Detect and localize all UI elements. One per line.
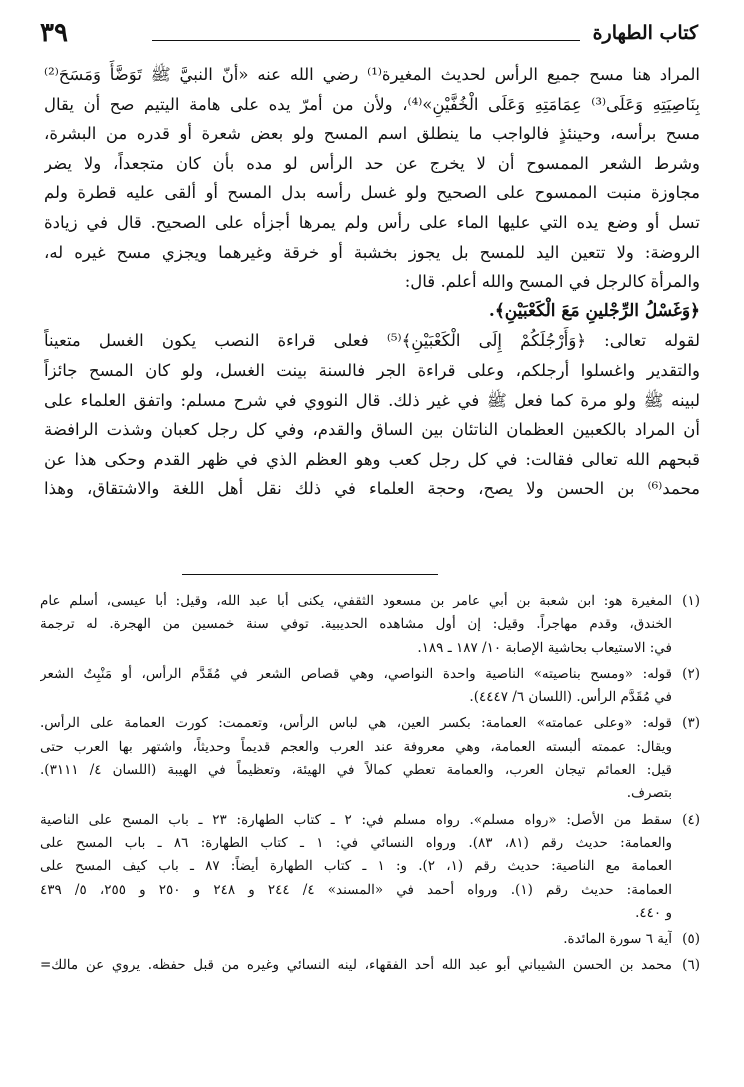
footnote-number: (٤) xyxy=(682,811,700,828)
footnote-5 xyxy=(40,928,700,951)
footnote-line: محمد بن الحسن الشيباني أبو عبد الله أحد الفقهاء، لينه النسائي وغيره من قبل حفظه. يروي عن مالك= xyxy=(40,957,672,974)
footnote-line: في مُقَدَّم الرأس. (اللسان ٦/ ٤٤٤٧). xyxy=(469,689,672,706)
body-line: والمرأة كالرجل في المسح والله أعلم. قال: xyxy=(404,272,700,292)
main-text xyxy=(44,60,700,504)
footnote-line: آية ٦ سورة المائدة. xyxy=(563,931,672,948)
body-line: بِنَاصِيَتِهِ وَعَلَى⁽³⁾ عِمَامَتِهِ وَعَلَى الْخُفَّيْنِ»⁽⁴⁾، ولأن من أمرّ يده على هامة اليتيم صح أن يقال xyxy=(44,94,700,114)
footnote-3 xyxy=(40,712,700,805)
body-line: لقوله تعالى: ﴿وَأَرْجُلَكُمْ إِلَى الْكَعْبَيْنِ﴾⁽⁵⁾ فعلى قراءة النصب يكون الغسل متعيناً xyxy=(44,331,700,351)
body-line: مسح برأسه، وحينئذٍ فالواجب ما ينطلق اسم المسح ولو بعض شعرة أو قدره من البشرة، xyxy=(44,124,700,144)
footnote-line: الخندق، وقدم مهاجراً. وقيل: إن أول مشاهده الحديبية. توفي سنة خمسين من الهجرة. له ترجمة xyxy=(40,616,672,633)
footnote-line: في: الاستيعاب بحاشية الإصابة ١٠/ ١٨٧ ـ ١٨٩. xyxy=(417,639,672,656)
body-line: المراد هنا مسح جميع الرأس لحديث المغيرة⁽¹⁾ رضي الله عنه «أنّ النبيَّ ﷺ تَوَضَّأَ وَمَسَحَ⁽²⁾ xyxy=(44,65,700,84)
footnote-line: العمامة: حديث رقم (١). ورواه أحمد في «المسند» ٤/ ٢٤٤ و ٢٤٨ و ٢٥٠ و ٢٥٥، ٥/ ٤٣٩ xyxy=(40,881,672,898)
chapter-title: كتاب الطهارة xyxy=(592,22,698,44)
footnote-divider xyxy=(182,574,438,575)
body-line: الروضة: ولا تتعين اليد للمسح بل يجوز بخشبة أو خرقة وغيرهما ويجزي مسح غيره له، xyxy=(44,242,700,262)
footnote-number: (٢) xyxy=(682,665,700,682)
footnote-line: العمامة مع الناصية: حديث رقم (١، ٢). و: ١ ـ كتاب الطهارة أيضاً: ٨٧ ـ باب كيف المسح على xyxy=(40,858,672,875)
footnote-line: ويقال: عممته ألبسته العمامة، وهي معروفة عند العرب والعجم قديماً وحديثاً، واشتهر بها العرب حتى xyxy=(40,738,672,755)
body-line: محمد⁽⁶⁾ بن الحسن ولا يصح، وحجة العلماء في ذلك نقل أهل اللغة والاشتقاق، وهذا xyxy=(44,479,700,499)
body-line: أن المراد بالكعبين العظمان الناتئان بين الساق والقدم، وفي كل رجل كعبان وشذت الرافضة xyxy=(44,420,700,440)
body-line: قبحهم الله تعالى فقالت: في كل رجل كعب وهو العظم الذي في ظهر القدم وحكى هذا عن xyxy=(44,449,700,469)
page-header xyxy=(40,18,698,48)
footnote-number: (٦) xyxy=(682,957,700,974)
body-line: لبينه ﷺ ولو مرة كما فعل ﷺ في غير ذلك. قال النووي في شرح مسلم: واتفق العلماء على xyxy=(44,390,700,410)
body-line: تسل أو وضع يده التي عليها الماء على رأس ولم يمرها أجزأه على الصحيح. قال في زيادة xyxy=(44,212,700,232)
footnote-line: المغيرة هو: ابن شعبة بن أبي عامر بن مسعود الثقفي، يكنى أبا عبد الله، وقيل: أبا عيسى، أسلم عام xyxy=(40,593,672,609)
footnote-2 xyxy=(40,663,700,710)
footnote-line: قوله: «وعلى عمامته» العمامة: بكسر العين، هي لباس الرأس، وتعممت: كورت العمامة على الرأس. xyxy=(40,715,672,732)
footnote-line: و ٤٤٠. xyxy=(635,904,672,921)
footnotes xyxy=(40,590,700,981)
header-rule xyxy=(152,40,580,41)
footnote-number: (٣) xyxy=(682,715,700,732)
footnote-line: بتصرف. xyxy=(626,785,672,802)
page-number: ٣٩ xyxy=(40,18,68,48)
footnote-line: قيل: العمائم تيجان العرب، والعمامة تعطي كمالاً في الهيئة، وتعظيماً في الهيبة (اللسان ٤/ ٣١١١). xyxy=(40,762,672,779)
footnote-line: قوله: «ومسح بناصيته» الناصية واحدة النواصي، وهي قصاص الشعر في مُقَدَّم الرأس، أو مَنْبِتُ الشعر xyxy=(40,665,672,682)
footnote-line: والعمامة: حديث رقم (٨١، ٨٣). ورواه النسائي في: ١ ـ كتاب الطهارة: ٨٦ ـ باب المسح على xyxy=(40,834,672,851)
footnote-line: سقط من الأصل: «رواه مسلم». رواه مسلم في: ٢ ـ كتاب الطهارة: ٢٣ ـ باب المسح على الناصية xyxy=(40,811,672,828)
body-line: مجاوزة منبت الممسوح على الصحيح ولو غسل رأسه بدل المسح أو ألقى عليه قطرة ولم xyxy=(44,183,700,203)
body-line: والتقدير واغسلوا أرجلكم، وعلى قراءة الجر فالسنة بينت الغسل، ولو كان المسح جائزاً xyxy=(44,360,700,380)
footnote-number: (٥) xyxy=(682,931,700,948)
footnote-1 xyxy=(40,590,700,660)
footnote-4 xyxy=(40,809,700,925)
body-line: وشرط الشعر الممسوح أن لا يخرج عن حد الرأس لو مده بأن كان متجعداً، ولا يضر xyxy=(44,153,700,173)
footnote-number: (١) xyxy=(682,593,700,609)
footnote-6 xyxy=(40,954,700,977)
matn-quote: ﴿وَغَسْلُ الرِّجْلينِ مَعَ الْكَعْبَيْنِ﴾. xyxy=(488,300,700,321)
